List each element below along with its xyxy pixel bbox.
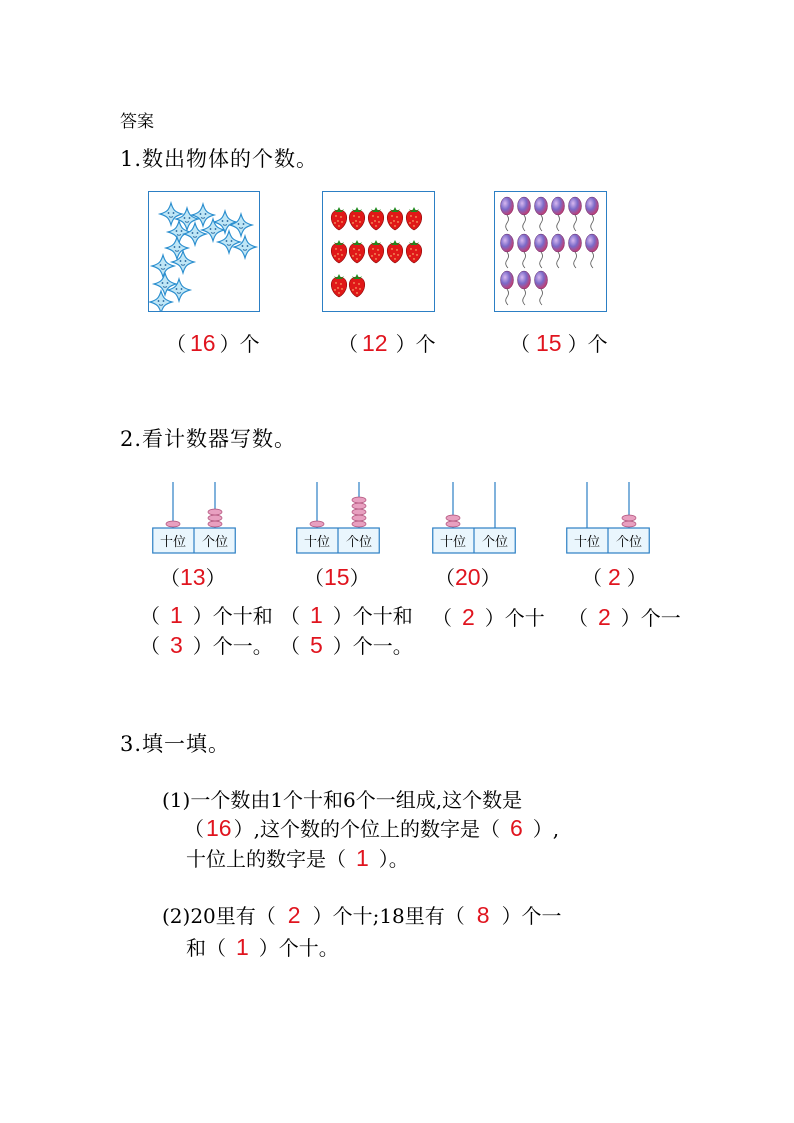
abacus-answer-4: （ 2 ） [582, 564, 647, 590]
ones-bead [352, 509, 366, 515]
fill-b1: （ 1 ）个十和 [280, 602, 413, 628]
answer-value: 12 [362, 330, 388, 356]
answer-value: 15 [324, 564, 350, 590]
tens-bead [310, 521, 324, 527]
fill-d1: （ 2 ）个一 [568, 604, 681, 630]
abacus-4 [566, 480, 650, 556]
balloon-icon [569, 197, 582, 231]
answer-value: 16 [206, 815, 232, 841]
answer-value: 16 [190, 330, 216, 356]
star-icon [150, 291, 172, 311]
tens-bead [446, 515, 460, 521]
q3-p1-line3: 十位上的数字是（ 1 ）。 [186, 845, 409, 871]
strawberries-picture-box [322, 191, 435, 312]
answer-value: 20 [455, 564, 481, 590]
strawberry-icon [331, 207, 346, 230]
answer-value: 2 [608, 564, 621, 590]
strawberry-icon [331, 240, 346, 263]
strawberry-icon [368, 207, 383, 230]
strawberry-icon [349, 274, 364, 297]
q1-answer-balloons: （ 15 ）个 [510, 330, 608, 356]
ones-bead [352, 503, 366, 509]
balloon-icon [586, 197, 599, 231]
ones-label: 个位 [201, 535, 229, 550]
stars-picture-box [148, 191, 260, 312]
balloon-icon [535, 271, 548, 305]
q1-answer-stars: （ 16 ）个 [166, 330, 260, 356]
fill-a2: （ 3 ）个一。 [140, 632, 273, 658]
balloons-picture-box [494, 191, 607, 312]
balloons-illustration [495, 192, 606, 311]
balloon-icon [552, 197, 565, 231]
answer-value: 2 [462, 604, 475, 630]
balloon-icon [586, 234, 599, 268]
fill-a1: （ 1 ）个十和 [140, 602, 273, 628]
answer-value: 1 [236, 934, 249, 960]
fill-c1: （ 2 ）个十 [432, 604, 545, 630]
q3-p1-line2: （16 ）,这个数的个位上的数字是（ 6 ）, [184, 815, 560, 841]
strawberry-icon [406, 240, 421, 263]
ones-label: 个位 [345, 535, 373, 550]
tens-bead [446, 521, 460, 527]
q3-heading: 3.填一填。 [120, 732, 231, 756]
balloon-icon [501, 271, 514, 305]
answer-value: 15 [536, 330, 562, 356]
strawberry-icon [349, 240, 364, 263]
strawberry-icon [387, 240, 402, 263]
abacus-answer-1: （13） [160, 564, 226, 590]
stars-illustration [149, 192, 259, 311]
strawberry-icon [406, 207, 421, 230]
ones-bead [208, 509, 222, 515]
answer-value: 3 [170, 632, 183, 658]
strawberry-icon [368, 240, 383, 263]
tens-label: 十位 [303, 535, 331, 550]
abacus-3 [432, 480, 516, 556]
q3-p1-line1: (1)一个数由1个十和6个一组成,这个数是 [162, 788, 523, 812]
balloon-icon [518, 271, 531, 305]
ones-bead [352, 515, 366, 521]
abacus-answer-2: （15） [304, 564, 370, 590]
ones-bead [622, 521, 636, 527]
star-icon [152, 255, 174, 277]
balloon-icon [535, 234, 548, 268]
tens-label: 十位 [573, 535, 601, 550]
ones-bead [208, 521, 222, 527]
answer-value: 2 [287, 902, 301, 928]
answer-value: 8 [476, 902, 490, 928]
strawberries-illustration [323, 192, 434, 311]
tens-bead [166, 521, 180, 527]
q2-heading: 2.看计数器写数。 [120, 427, 297, 451]
q3-p2-line2: 和（ 1 ）个十。 [186, 934, 339, 960]
q1-answer-strawberries: （ 12 ）个 [338, 330, 436, 356]
balloon-icon [535, 197, 548, 231]
star-icon [230, 214, 252, 236]
balloon-icon [518, 197, 531, 231]
tens-label: 十位 [439, 535, 467, 550]
abacus-answer-3: （20） [435, 564, 501, 590]
strawberry-icon [349, 207, 364, 230]
q1-heading: 1.数出物体的个数。 [120, 147, 319, 171]
balloon-icon [569, 234, 582, 268]
answer-value: 6 [509, 815, 523, 841]
answer-value: 1 [356, 845, 369, 871]
answer-value: 1 [310, 602, 323, 628]
strawberry-icon [387, 207, 402, 230]
ones-bead [352, 497, 366, 503]
abacus-1 [152, 480, 236, 556]
balloon-icon [501, 234, 514, 268]
answer-value: 2 [598, 604, 611, 630]
ones-bead [622, 515, 636, 521]
strawberry-icon [331, 274, 346, 297]
q3-p2-line1: (2)20里有（ 2 ）个十;18里有（ 8 ）个一 [162, 902, 562, 928]
fill-b2: （ 5 ）个一。 [280, 632, 413, 658]
answer-value: 13 [180, 564, 206, 590]
answer-value: 5 [310, 632, 323, 658]
ones-label: 个位 [481, 535, 509, 550]
star-icon [234, 236, 256, 258]
ones-bead [208, 515, 222, 521]
answer-value: 1 [170, 602, 183, 628]
balloon-icon [552, 234, 565, 268]
answer-title: 答案 [120, 112, 154, 132]
balloon-icon [518, 234, 531, 268]
abacus-2 [296, 480, 380, 556]
star-icon [218, 231, 240, 253]
ones-label: 个位 [615, 535, 643, 550]
balloon-icon [501, 197, 514, 231]
ones-bead [352, 521, 366, 527]
tens-label: 十位 [159, 535, 187, 550]
